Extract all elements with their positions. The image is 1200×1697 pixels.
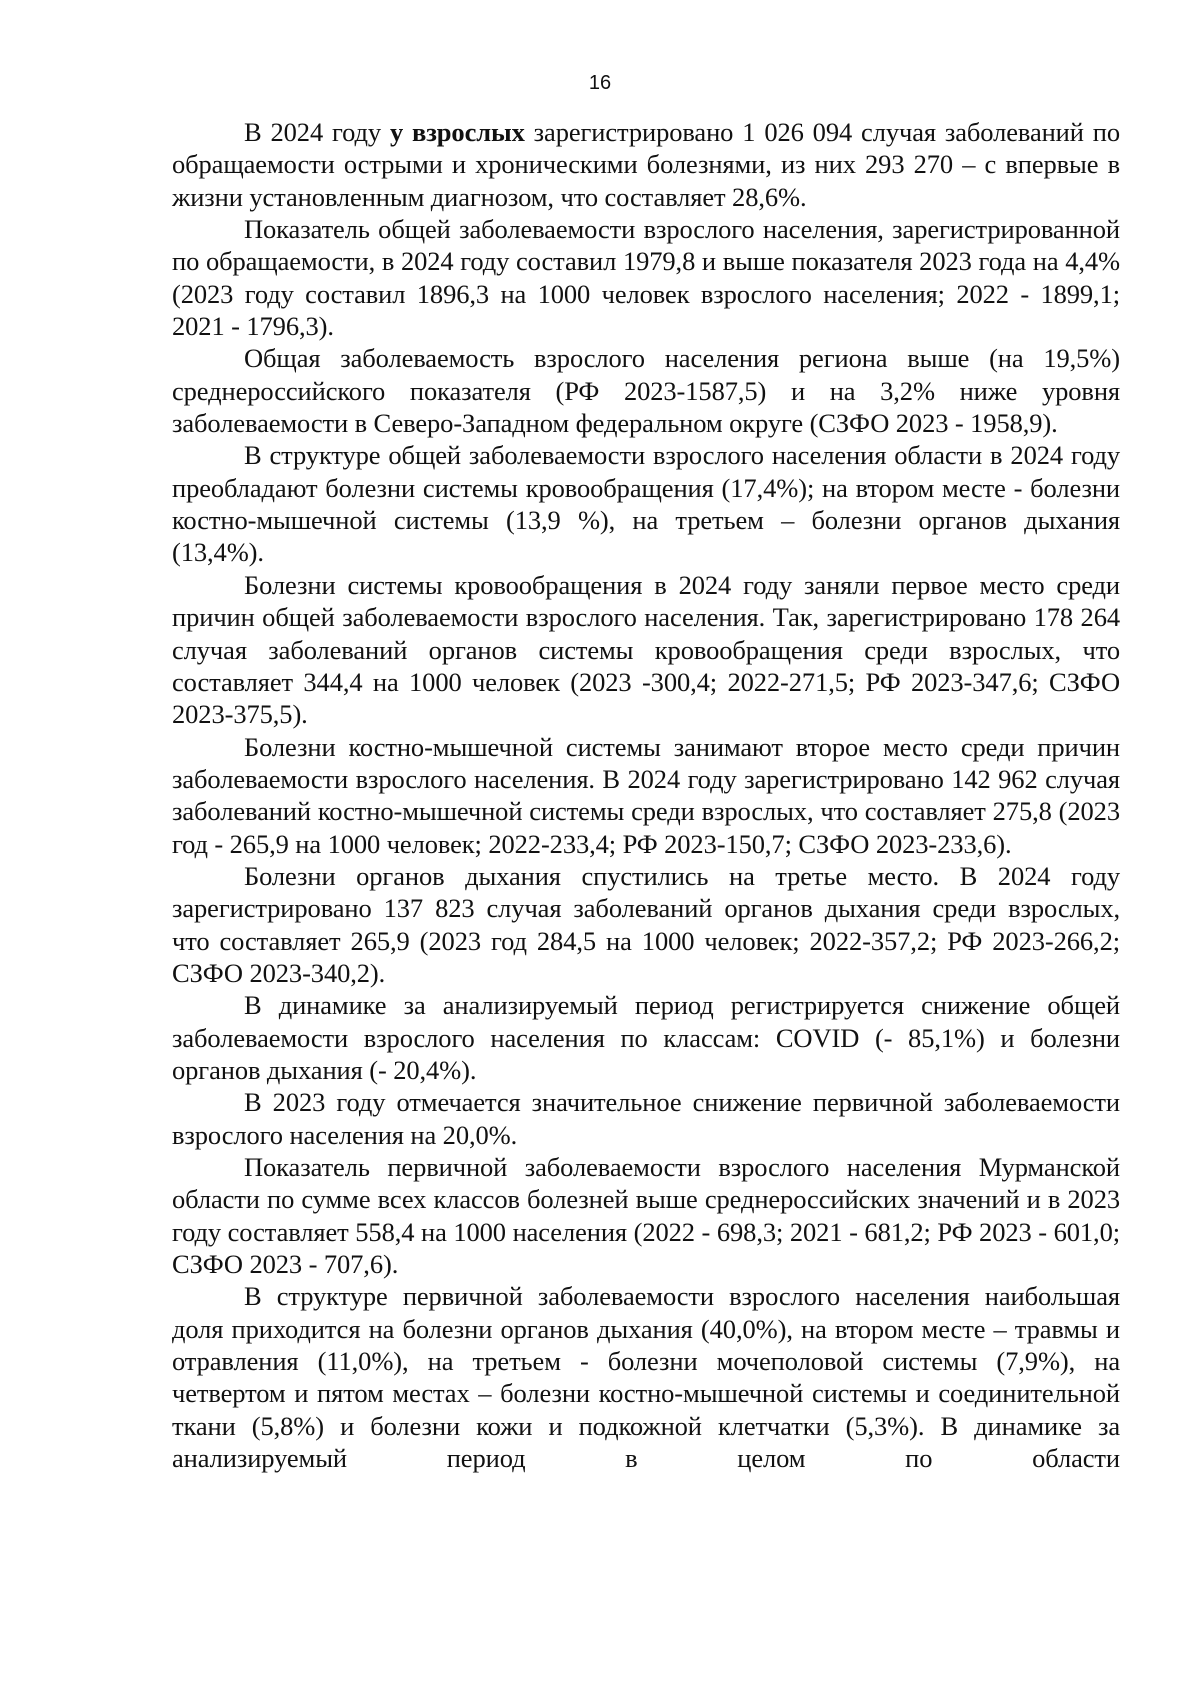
paragraph-regional-comparison: Общая заболеваемость взрослого населения региона выше (на 19,5%) среднероссийского показателя (РФ 2023-1587,5) и на 3,2% ниже уровня заболеваемости в Северо-Западном федеральном округе (СЗФО 2023 - 1958,9). bbox=[172, 343, 1120, 439]
paragraph-dynamics-decrease: В динамике за анализируемый период регистрируется снижение общей заболеваемости взрослого населения по классам: COVID (- 85,1%) и болезни органов дыхания (- 20,4%). bbox=[172, 990, 1120, 1085]
paragraph-text-lead: В 2024 году bbox=[244, 117, 390, 147]
document-body bbox=[172, 116, 1120, 1474]
paragraph-text-rest: зарегистрировано 1 026 094 случая заболеваний по обращаемости острыми и хроническими болезнями, из них 293 270 – с впервые в жизни установленным диагнозом, что составляет 28,6%. bbox=[172, 117, 1120, 212]
paragraph-morbidity-structure: В структуре общей заболеваемости взрослого населения области в 2024 году преобладают болезни системы кровообращения (17,4%); на втором месте - болезни костно-мышечной системы (13,9 %), на третьем – болезни органов дыхания (13,4%). bbox=[172, 440, 1120, 568]
page-number: 16 bbox=[588, 72, 612, 94]
paragraph-respiratory-diseases: Болезни органов дыхания спустились на третье место. В 2024 году зарегистрировано 137 823 случая заболеваний органов дыхания среди взрослых, что составляет 265,9 (2023 год 284,5 на 1000 человек; 2022-357,2; РФ 2023-266,2; СЗФО 2023-340,2). bbox=[172, 860, 1120, 988]
paragraph-primary-morbidity-structure: В структуре первичной заболеваемости взрослого населения наибольшая доля приходится на болезни органов дыхания (40,0%), на втором месте – травмы и отравления (11,0%), на третьем - болезни мочеполовой системы (7,9%), на четвертом и пятом местах – болезни костно-мышечной системы и соединительной ткани (5,8%) и болезни кожи и подкожной клетчатки (5,3%). В динамике за анализируемый период в целом по области bbox=[172, 1281, 1120, 1474]
paragraph-circulatory-diseases: Болезни системы кровообращения в 2024 году заняли первое место среди причин общей заболеваемости взрослого населения. Так, зарегистрировано 178 264 случая заболеваний органов системы кровообращения среди взрослых, что составляет 344,4 на 1000 человек (2023 -300,4; 2022-271,5; РФ 2023-347,6; СЗФО 2023-375,5). bbox=[172, 569, 1120, 730]
paragraph-adults-registered bbox=[172, 116, 1120, 213]
paragraph-primary-morbidity-decrease: В 2023 году отмечается значительное снижение первичной заболеваемости взрослого населения на 20,0%. bbox=[172, 1087, 1120, 1150]
paragraph-musculoskeletal-diseases: Болезни костно-мышечной системы занимают второе место среди причин заболеваемости взрослого населения. В 2024 году зарегистрировано 142 962 случая заболеваний костно-мышечной системы среди взрослых, что составляет 275,8 (2023 год - 265,9 на 1000 человек; 2022-233,4; РФ 2023-150,7; СЗФО 2023-233,6). bbox=[172, 731, 1120, 859]
paragraph-general-morbidity-index: Показатель общей заболеваемости взрослого населения, зарегистрированной по обращаемости, в 2024 году составил 1979,8 и выше показателя 2023 года на 4,4% (2023 году составил 1896,3 на 1000 человек взрослого населения; 2022 - 1899,1; 2021 - 1796,3). bbox=[172, 214, 1120, 342]
paragraph-primary-morbidity-index: Показатель первичной заболеваемости взрослого населения Мурманской области по сумме всех классов болезней выше среднероссийских значений и в 2023 году составляет 558,4 на 1000 населения (2022 - 698,3; 2021 - 681,2; РФ 2023 - 601,0; СЗФО 2023 - 707,6). bbox=[172, 1152, 1120, 1280]
paragraph-emphasis: у взрослых bbox=[389, 117, 525, 147]
